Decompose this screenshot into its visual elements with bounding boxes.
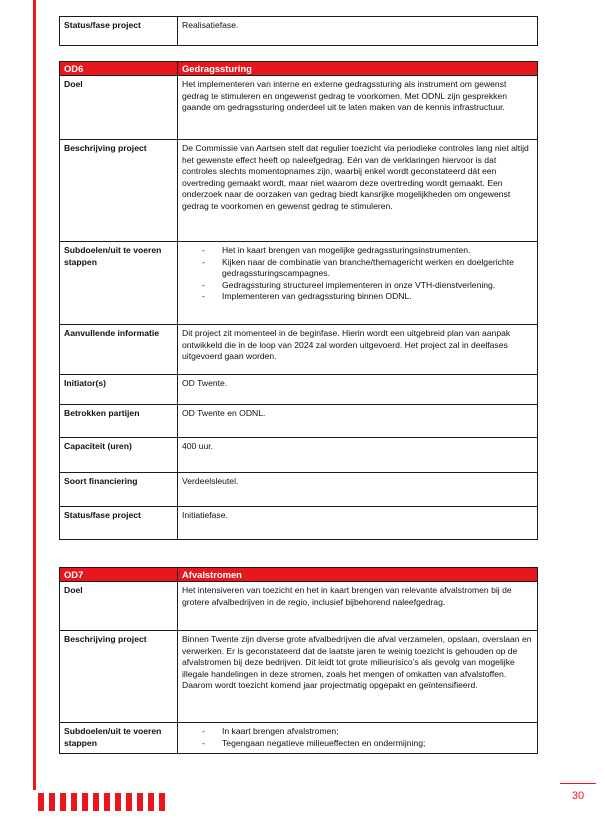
table-row [60,242,538,325]
od7-code: OD7 [60,568,178,582]
table-row [60,17,538,46]
table-row [60,405,538,438]
list-item: - Implementeren van gedragssturing binnen ODNL. [182,291,533,303]
od6-subdoelen-label: Subdoelen/uit te voeren stappen [60,242,178,325]
od6-title: Gedragssturing [178,62,538,76]
od7-steps-list [182,726,533,749]
od6-financiering-value: Verdeelsleutel. [178,473,538,507]
table-row [60,507,538,540]
table-row [60,375,538,405]
od6-capaciteit-label: Capaciteit (uren) [60,438,178,473]
od7-project-table [59,567,538,754]
od6-partijen-label: Betrokken partijen [60,405,178,438]
od6-doel-label: Doel [60,76,178,140]
status-value: Realisatiefase. [178,17,538,46]
od7-title: Afvalstromen [178,568,538,582]
od6-steps-list [182,245,533,303]
od6-header-row [60,62,538,76]
table-row [60,582,538,631]
od7-subdoelen-value [178,723,538,754]
od6-beschrijving-label: Beschrijving project [60,140,178,242]
page-number: 30 [571,790,585,802]
od6-beschrijving-value: De Commissie van Aartsen stelt dat regulier toezicht via periodieke controles lang niet altijd het gewenste effect heeft op naleefgedrag. Eén van de verklaringen hiervoor is dat controles slechts momentopnames zijn, waarbij enkel wordt geconstateerd dát een overtreding gemaakt wordt, maar niet waarom deze overtreding wordt gemaakt. Een onderzoek naar de oorzaken van gedrag biedt kansrijke mogelijkheden om ongewenst gedrag te voorkomen en gewenst gedrag te stimuleren. [178,140,538,242]
list-item: - In kaart brengen afvalstromen; [182,726,533,738]
table-row [60,76,538,140]
od6-aanvullend-label: Aanvullende informatie [60,325,178,375]
od7-subdoelen-label: Subdoelen/uit te voeren stappen [60,723,178,754]
od7-beschrijving-value: Binnen Twente zijn diverse grote afvalbedrijven die afval verzamelen, opslaan, overslaan en verwerken. Er is geconstateerd dat de laatste jaren te weinig toezicht is gehouden op de afvalstromen bij deze bedrijven. Dit leidt tot grote milieurisico’s als gevolg van mogelijke illegale handelingen in deze stromen, zoals het mengen of omkatten van afvalstoffen. Daarom wordt toezicht komend jaar projectmatig opgepakt en geïntensifieerd. [178,631,538,723]
od6-project-table [59,61,538,540]
list-item: - Gedragssturing structureel implementeren in onze VTH-dienstverlening. [182,280,533,292]
previous-project-table [59,16,538,46]
od6-doel-value: Het implementeren van interne en externe gedragssturing als instrument om gewenst gedrag te stimuleren en ongewenst gedrag te voorkomen. Met ODNL zijn gesprekken gaande om gedragssturing onderdeel uit te laten maken van de kennis infrastructuur. [178,76,538,140]
od6-financiering-label: Soort financiering [60,473,178,507]
table-row [60,325,538,375]
od6-aanvullend-value: Dit project zit momenteel in de beginfase. Hierin wordt een uitgebreid plan van aanpak ontwikkeld die in de loop van 2024 zal worden uitgevoerd. Het project zal in deelfases uitgevoerd gaan worden. [178,325,538,375]
left-margin-rule [33,0,36,790]
od6-status-value: Initiatiefase. [178,507,538,540]
list-item: - Kijken naar de combinatie van branche/themagericht werken en doelgerichte gedragssturingscampagnes. [182,257,533,280]
list-item: - Tegengaan negatieve milieueffecten en ondermijning; [182,738,533,750]
od6-initiator-label: Initiator(s) [60,375,178,405]
od6-subdoelen-value [178,242,538,325]
od6-code: OD6 [60,62,178,76]
od6-capaciteit-value: 400 uur. [178,438,538,473]
table-row [60,140,538,242]
table-row [60,631,538,723]
table-row [60,473,538,507]
od6-status-label: Status/fase project [60,507,178,540]
od7-doel-label: Doel [60,582,178,631]
status-label: Status/fase project [60,17,178,46]
od6-partijen-value: OD Twente en ODNL. [178,405,538,438]
table-row [60,438,538,473]
od6-initiator-value: OD Twente. [178,375,538,405]
list-item: - Het in kaart brengen van mogelijke gedragssturingsinstrumenten. [182,245,533,257]
footer-stripes-decoration [38,793,170,811]
od7-doel-value: Het intensiveren van toezicht en het in kaart brengen van relevante afvalstromen bij de grotere afvalbedrijven in de regio, inclusief bijbehorend naleefgedrag. [178,582,538,631]
od7-header-row [60,568,538,582]
od7-beschrijving-label: Beschrijving project [60,631,178,723]
table-row [60,723,538,754]
page-number-rule [560,783,596,784]
